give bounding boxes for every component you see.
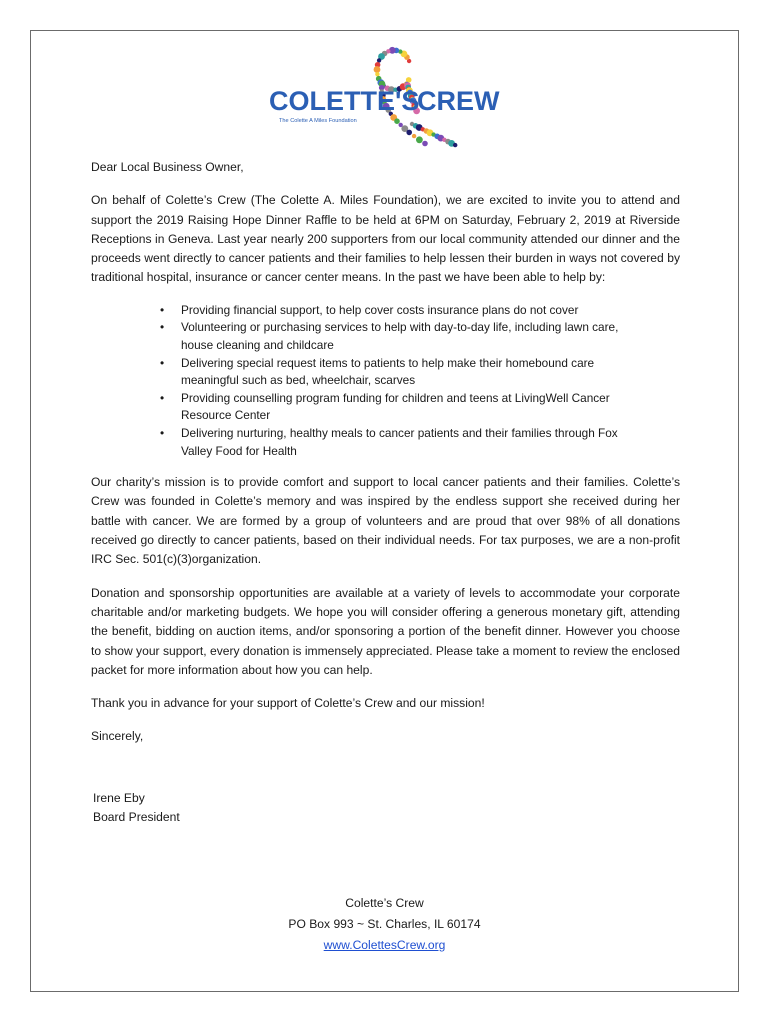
- ribbon-figure-dot: [453, 143, 457, 147]
- logo-tagline: The Colette A Miles Foundation: [279, 118, 357, 124]
- help-list-item: [160, 425, 651, 460]
- donation-paragraph: Donation and sponsorship opportunities are available at a variety of levels to accommodate your corporate charitable and/or marketing budgets. We hope you will consider offering a generous monetary gift, attending the benefit, bidding on auction items, and/or sponsoring a portion of the benefit dinner. However you choose to show your support, every donation is immensely appreciated. Please take a moment to review the enclosed packet for more information about how you can help.: [91, 585, 680, 677]
- help-list-item-text: Providing counselling program funding for children and teens at LivingWell Cancer Resource Center: [181, 390, 610, 423]
- bullet-icon: •: [160, 355, 165, 370]
- footer-address: PO Box 993 ~ St. Charles, IL 60174: [288, 917, 481, 931]
- bullet-icon: •: [160, 425, 165, 440]
- awareness-ribbon-logo-graphic: [262, 42, 500, 162]
- help-list: [91, 302, 651, 460]
- greeting: Dear Local Business Owner,: [91, 160, 244, 174]
- ribbon-figure-dot: [412, 134, 416, 138]
- intro-paragraph: On behalf of Colette’s Crew (The Colette A. Miles Foundation), we are excited to invite you to attend and support the 2019 Raising Hope Dinner Raffle to be held at 6PM on Saturday, February 2, 2019 at Riverside Receptions in Geneva. Last year nearly 200 supporters from our local community attended our dinner and the proceeds went directly to cancer patients and their families to help lessen their burden in ways not covered by traditional hospital, insurance or cancer center means. In the past we have been able to help by:: [91, 193, 680, 285]
- signer-name: Irene Eby: [93, 790, 145, 805]
- help-list-item: [160, 319, 651, 354]
- bullet-icon: •: [160, 390, 165, 405]
- help-list-item: [160, 355, 651, 390]
- help-list-item: [160, 302, 651, 320]
- logo-name-left: COLETTE'S: [269, 86, 420, 116]
- thanks-line: Thank you in advance for your support of Colette’s Crew and our mission!: [91, 696, 485, 711]
- bullet-icon: •: [160, 320, 165, 335]
- help-list-item-text: Delivering nurturing, healthy meals to cancer patients and their families through Fox Valley Food for Health: [181, 425, 618, 458]
- ribbon-figure-dot: [377, 58, 381, 62]
- ribbon-figure-dot: [375, 72, 379, 76]
- colettes-crew-logo: [262, 42, 500, 162]
- website-link[interactable]: www.ColettesCrew.org: [323, 938, 446, 952]
- logo-name-right: CREW: [417, 86, 500, 116]
- closing-line: Sincerely,: [91, 729, 144, 744]
- letter-body: [91, 158, 680, 827]
- help-list-item-text: Volunteering or purchasing services to help with day-to-day life, including lawn care, house cleaning and childcare: [181, 320, 619, 352]
- mission-paragraph: Our charity’s mission is to provide comfort and support to local cancer patients and their families. Colette’s Crew was founded in Colette’s memory and was inspired by the endless support she received during her battle with cancer. We are formed by a group of volunteers and are proud that over 98% of all donations received go directly to cancer patients, based on their individual needs. For tax purposes, we are a non-profit IRC Sec. 501(c)(3)organization.: [91, 475, 680, 567]
- signer-title: Board President: [93, 809, 180, 824]
- help-list-item-text: Providing financial support, to help cover costs insurance plans do not cover: [181, 302, 579, 317]
- help-list-item: [160, 390, 651, 425]
- help-list-item-text: Delivering special request items to patients to help make their homebound care meaningful such as bed, wheelchair, scarves: [181, 355, 595, 388]
- footer: [30, 893, 739, 956]
- ribbon-figure-dot: [422, 141, 428, 147]
- footer-org: Colette’s Crew: [345, 896, 424, 910]
- ribbon-figure-dot: [406, 130, 412, 136]
- ribbon-figure-dot: [394, 118, 400, 124]
- ribbon-figure-dot: [374, 66, 381, 73]
- ribbon-figure-dot: [416, 136, 423, 143]
- bullet-icon: •: [160, 302, 165, 317]
